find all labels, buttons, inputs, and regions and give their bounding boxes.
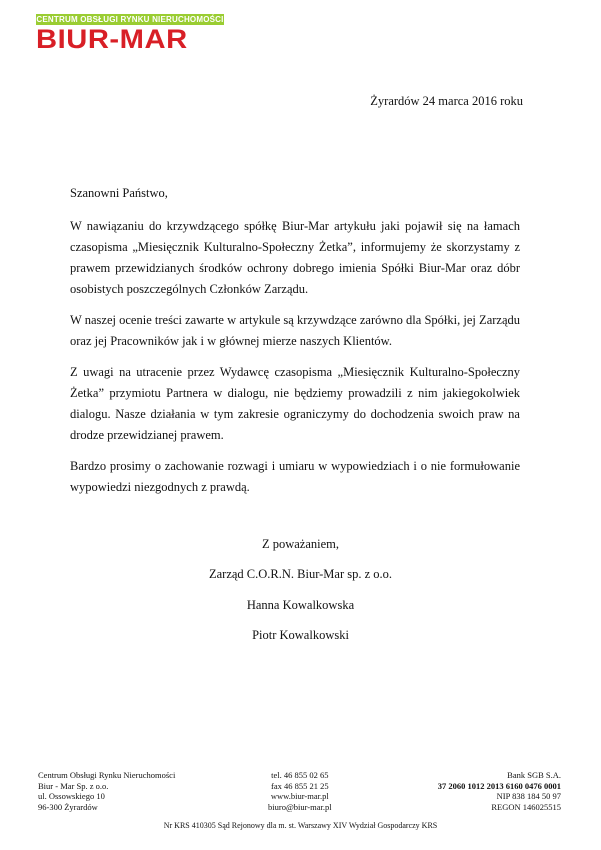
closing-greeting: Z poważaniem, — [261, 537, 340, 551]
footer-company-line: ul. Ossowskiego 10 — [38, 791, 105, 801]
paragraph-3: Z uwagi na utracenie przez Wydawcę czasopisma „Miesięcznik Kulturalno-Społeczny Żetka” przymiotu Partnera w dialogu, nie będziemy prowadzili z nim jakiegokolwiek dialogu. Nasze działania w tym zakresie ograniczymy do dochodzenia swoich praw na drodze przewidzianej prawem. — [70, 365, 520, 442]
footer-company — [38, 770, 175, 812]
footer-nip: NIP 838 184 50 97 — [496, 791, 561, 801]
footer-regon: REGON 146025515 — [491, 801, 561, 812]
footer-email-link[interactable]: biuro@biur-mar.pl — [268, 801, 332, 812]
footer-phone: tel. 46 855 02 65 — [271, 770, 329, 780]
paragraph-2: W naszej ocenie treści zawarte w artykule są krzywdzące zarówno dla Spółki, jej Zarządu oraz jej Pracowników jak i w głównej mierze naszych Klientów. — [70, 313, 520, 348]
footer-krs: Nr KRS 410305 Sąd Rejonowy dla m. st. Warszawy XIV Wydział Gospodarczy KRS — [163, 821, 438, 830]
footer-account-number: 37 2060 1012 2013 6160 0476 0001 — [437, 780, 561, 791]
letter-date: Żyrardów 24 marca 2016 roku — [370, 94, 523, 108]
logo-tagline: CENTRUM OBSŁUGI RYNKU NIERUCHOMOŚCI — [36, 15, 224, 24]
company-logo — [36, 14, 224, 54]
footer-fax: fax 46 855 21 25 — [271, 780, 329, 791]
footer-company-line: 96-300 Żyrardów — [38, 801, 98, 812]
salutation: Szanowni Państwo, — [70, 186, 168, 200]
footer-contact — [268, 770, 332, 812]
footer-website-link[interactable]: www.biur-mar.pl — [270, 791, 329, 801]
paragraph-4: Bardzo prosimy o zachowanie rozwagi i umiaru w wypowiedziach i o nie formułowanie wypowiedzi niezgodnych z prawdą. — [70, 459, 520, 494]
footer-bank-name: Bank SGB S.A. — [507, 770, 561, 780]
footer-company-line: Biur - Mar Sp. z o.o. — [38, 780, 109, 791]
footer-company-line: Centrum Obsługi Rynku Nieruchomości — [38, 770, 176, 780]
footer-bank — [438, 770, 561, 812]
logo-name: BIUR-MAR — [36, 24, 188, 54]
signatory-1: Hanna Kowalkowska — [246, 598, 355, 612]
signatory-2: Piotr Kowalkowski — [252, 628, 349, 642]
paragraph-1: W nawiązaniu do krzywdzącego spółkę Biur-Mar artykułu jaki pojawił się na łamach czasopisma „Miesięcznik Kulturalno-Społeczny Żetka”, informujemy że skorzystamy z prawem przewidzianych środków ochrony dobrego imienia Spółki Biur-Mar oraz dóbr osobistych poszczególnych Członków Zarządu. — [70, 219, 520, 296]
board-signature: Zarząd C.O.R.N. Biur-Mar sp. z o.o. — [208, 567, 393, 581]
letter-body — [70, 216, 520, 508]
